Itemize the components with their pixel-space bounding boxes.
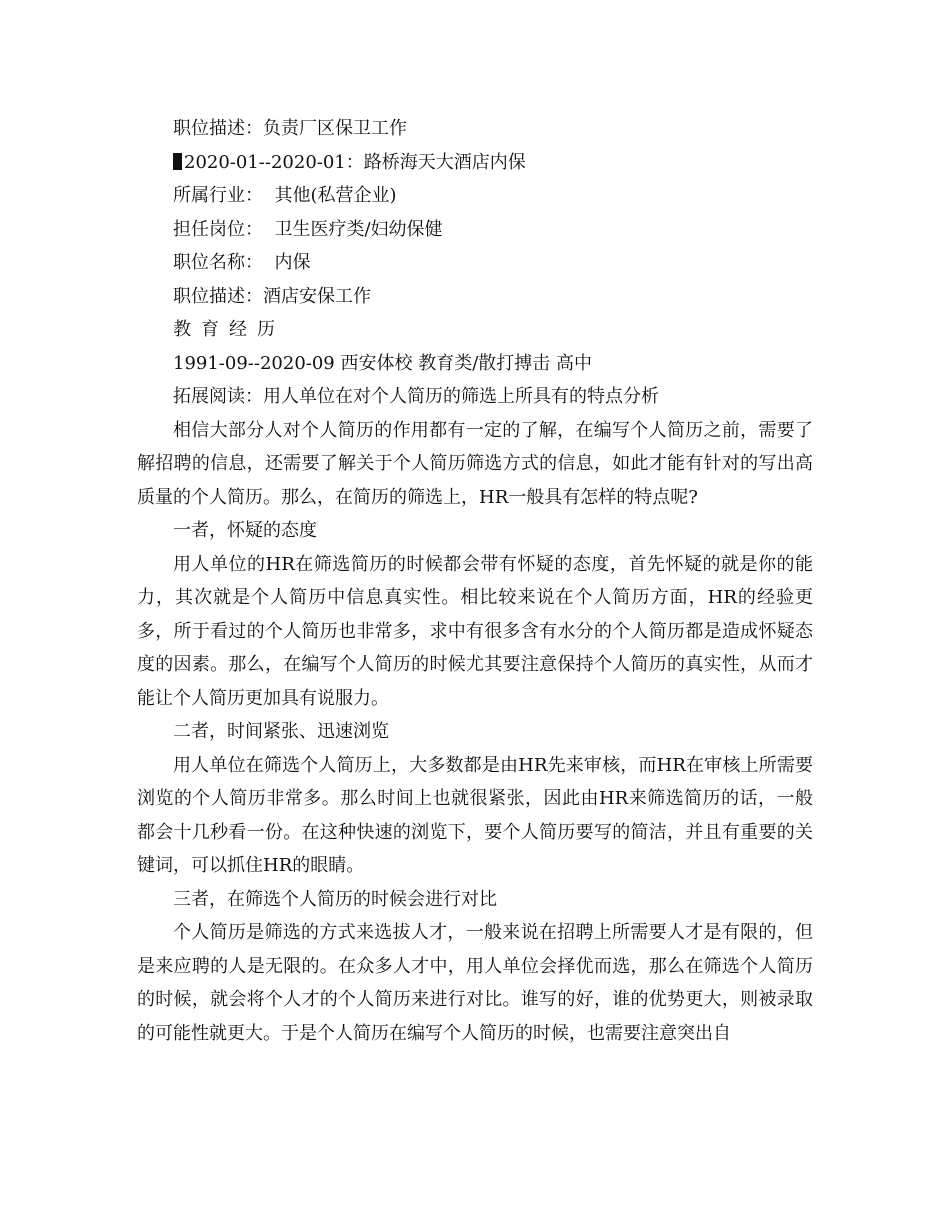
bullet-icon [173, 153, 182, 170]
section-heading-3: 三者，在筛选个人简历的时候会进行对比 [173, 888, 497, 910]
section-heading-2: 二者，时间紧张、迅速浏览 [173, 721, 389, 742]
position-line: 担任岗位： 卫生医疗类/妇幼保健 [173, 218, 443, 240]
industry-line: 所属行业： 其他(私营企业) [173, 185, 397, 206]
job-description-line: 职位描述：负责厂区保卫工作 [173, 118, 407, 139]
section-paragraph-3: 个人简历是筛选的方式来选拔人才，一般来说在招聘上所需要人才是有限的，但是来应聘的人是无限的。在众多人才中，用人单位会择优而选，那么在筛选个人简历的时候，就会将个人才的个人简历来进行对比。谁写的好，谁的优势更大，则被录取的可能性就更大。于是个人简历在编写个人简历的时候，也需要注意突出自 [137, 922, 813, 1044]
intro-paragraph: 相信大部分人对个人简历的作用都有一定的了解，在编写个人简历之前，需要了解招聘的信息，还需要了解关于个人简历筛选方式的信息，如此才能有针对的写出高质量的个人简历。那么，在简历的筛选上，HR一般具有怎样的特点呢? [137, 419, 813, 508]
section-paragraph-2: 用人单位在筛选个人简历上，大多数都是由HR先来审核，而HR在审核上所需要浏览的个人简历非常多。那么时间上也就很紧张，因此由HR来筛选简历的话，一般都会十几秒看一份。在这种快速的浏览下，要个人简历要写的简洁，并且有重要的关键词，可以抓住HR的眼睛。 [137, 754, 813, 876]
job-description-line-2: 职位描述：酒店安保工作 [173, 285, 371, 307]
extended-reading-title: 拓展阅读：用人单位在对个人简历的筛选上所具有的特点分析 [173, 386, 659, 407]
job-title-line: 职位名称： 内保 [173, 252, 311, 273]
work-experience-entry [137, 146, 813, 180]
education-entry: 1991-09--2020-09 西安体校 教育类/散打搏击 高中 [173, 352, 592, 374]
education-heading: 教育经历 [173, 319, 285, 340]
document-body [137, 112, 813, 1050]
work-experience-entry-text: 2020-01--2020-01：路桥海天大酒店内保 [184, 151, 526, 173]
section-paragraph-1: 用人单位的HR在筛选简历的时候都会带有怀疑的态度，首先怀疑的就是你的能力，其次就是个人简历中信息真实性。相比较来说在个人简历方面，HR的经验更多，所于看过的个人简历也非常多，求中有很多含有水分的个人简历都是造成怀疑态度的因素。那么，在编写个人简历的时候尤其要注意保持个人简历的真实性，从而才能让个人简历更加具有说服力。 [137, 553, 813, 709]
section-heading-1: 一者，怀疑的态度 [173, 520, 317, 541]
